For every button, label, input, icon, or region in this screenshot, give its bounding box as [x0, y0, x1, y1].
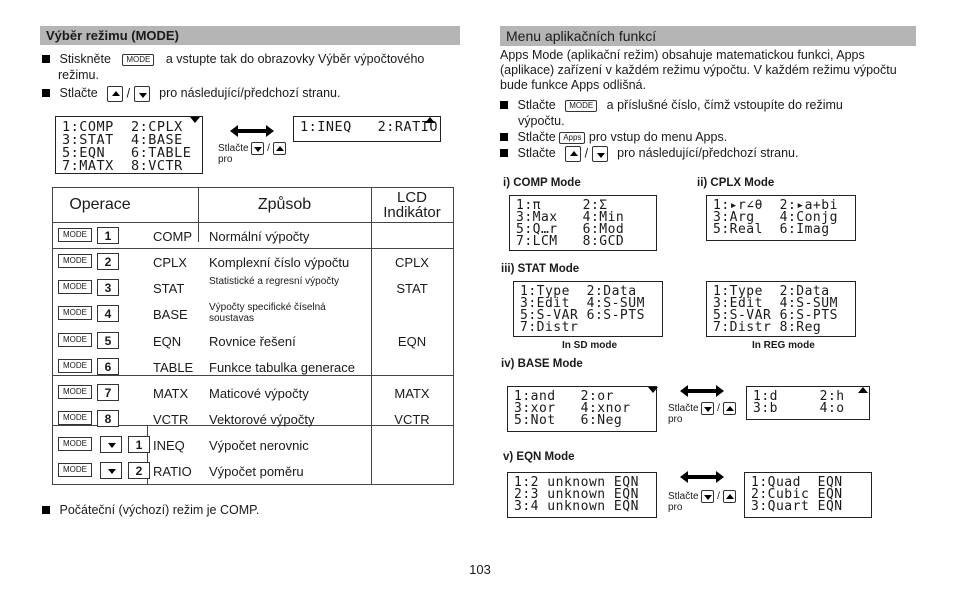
header-method: Způsob	[257, 196, 312, 213]
bullet-icon	[42, 89, 50, 97]
number-key: 2	[128, 462, 150, 479]
default-mode-note	[42, 503, 259, 518]
default-mode-text: Počáteční (výchozí) režim je COMP.	[59, 503, 260, 517]
mode-table	[52, 187, 454, 485]
row-description: Normální výpočty	[209, 229, 310, 244]
number-key: 1	[97, 227, 119, 244]
header-lcd: LCD Indikátor	[383, 189, 441, 221]
apps-bullet-2	[500, 130, 916, 145]
mode-step-1	[42, 52, 462, 67]
row-mode-name: INEQ	[153, 438, 185, 453]
press-sep: /	[717, 403, 720, 415]
press-sep: /	[717, 491, 720, 503]
step1-pre: Stiskněte	[59, 52, 111, 66]
row-lcd-indicator: MATX	[394, 386, 430, 401]
b1-post: a příslušné číslo, čímž vstoupíte do režimu	[606, 98, 843, 112]
lcd-base-apps-2: 1:d 2:h 3:b 4:o	[746, 386, 870, 420]
press-pro: pro	[668, 414, 683, 425]
down-arrow-key-icon	[100, 462, 122, 479]
press-sep: /	[267, 143, 270, 155]
scroll-down-indicator-icon	[190, 117, 200, 123]
lcd-comp-apps: 1:π 2:Σ 3:Max 4:Min 5:Q…r 6:Mod 7:LCM 8:GCD	[509, 195, 657, 251]
row-mode-name: STAT	[153, 281, 185, 296]
number-key: 2	[97, 253, 119, 270]
mode-key: MODE	[58, 306, 92, 320]
base-mode-label: iv) BASE Mode	[501, 358, 583, 370]
row-description: Výpočet poměru	[209, 464, 304, 479]
mode-section-title: Výběr režimu (MODE)	[40, 26, 460, 45]
down-arrow-key-icon	[592, 146, 608, 162]
press-word: Stlačte	[668, 491, 699, 503]
mode-key: MODE	[58, 228, 92, 242]
lcd-stat-sd-apps: 1:Type 2:Data 3:Edit 4:S-SUM 5:S-VAR 6:S-PTS 7:Distr	[513, 281, 663, 337]
b2-pre: Stlačte	[517, 130, 556, 144]
apps-bullet-3	[500, 146, 916, 162]
row-mode-name: MATX	[153, 386, 189, 401]
press-pro: pro	[668, 502, 683, 513]
bullet-icon	[500, 101, 508, 109]
scroll-up-indicator-icon	[858, 387, 868, 393]
double-arrow-icon	[680, 384, 724, 398]
table-row	[53, 252, 453, 272]
up-arrow-key-icon	[723, 490, 736, 503]
row-description: Funkce tabulka generace	[209, 360, 355, 375]
cplx-mode-label: ii) CPLX Mode	[697, 177, 775, 189]
table-row	[53, 435, 453, 455]
bullet-icon	[500, 149, 508, 157]
step1-post: a vstupte tak do obrazovky Výběr výpočtového	[165, 52, 425, 66]
row-description: Komplexní číslo výpočtu	[209, 255, 350, 270]
row-mode-name: EQN	[153, 334, 182, 349]
lcd-mode-page-1: 1:COMP 2:CPLX 3:STAT 4:BASE 5:EQN 6:TABLE 7:MATX 8:VCTR	[55, 116, 203, 174]
row-mode-name: COMP	[153, 229, 192, 244]
mode-key: MODE	[58, 333, 92, 347]
double-arrow-icon	[680, 470, 724, 484]
up-arrow-key-icon	[723, 402, 736, 415]
mode-key: MODE	[565, 100, 597, 112]
number-key: 4	[97, 305, 119, 322]
scroll-down-indicator-icon	[648, 387, 658, 393]
row-mode-name: RATIO	[153, 464, 192, 479]
stat-mode-label: iii) STAT Mode	[501, 263, 580, 275]
number-key: 1	[128, 436, 150, 453]
down-arrow-key-icon	[701, 490, 714, 503]
apps-key: Apps	[559, 132, 585, 144]
number-key: 5	[97, 332, 119, 349]
lcd-mode-page-2: 1:INEQ 2:RATIO	[293, 116, 441, 142]
step2-post: pro následující/předchozí stranu.	[159, 86, 341, 101]
bullet-icon	[42, 506, 50, 514]
eqn-mode-label: v) EQN Mode	[503, 451, 575, 463]
b2-post: pro vstup do menu Apps.	[588, 130, 728, 144]
mode-key: MODE	[58, 385, 92, 399]
lcd-stat-reg-apps: 1:Type 2:Data 3:Edit 4:S-SUM 5:S-VAR 6:S-PTS 7:Distr 8:Reg	[706, 281, 856, 337]
lcd-cplx-apps: 1:▸r∠θ 2:▸a+bi 3:Arg 4:Conjg 5:Real 6:Imag	[706, 195, 856, 241]
scroll-up-indicator-icon	[425, 117, 435, 123]
sd-caption: In SD mode	[562, 340, 618, 351]
row-mode-name: CPLX	[153, 255, 187, 270]
b3-post: pro následující/předchozí stranu.	[617, 146, 799, 161]
step1-continued: režimu.	[58, 68, 99, 82]
lcd-eqn-apps-1: 1:2 unknown EQN 2:3 unknown EQN 3:4 unknown EQN	[507, 472, 657, 518]
bullet-icon	[500, 133, 508, 141]
table-row	[53, 357, 453, 377]
lcd-eqn-apps-2: 1:Quad EQN 2:Cubic EQN 3:Quart EQN	[744, 472, 872, 518]
row-description: Maticové výpočty	[209, 386, 309, 401]
mode-key: MODE	[122, 54, 154, 66]
row-description: Výpočet nerovnic	[209, 438, 309, 453]
apps-bullet-1	[500, 98, 916, 113]
number-key: 8	[97, 410, 119, 427]
comp-mode-label: i) COMP Mode	[503, 177, 581, 189]
reg-caption: In REG mode	[752, 340, 815, 351]
double-arrow-icon	[230, 124, 274, 138]
apps-intro: Apps Mode (aplikační režim) obsahuje matematickou funkci, Apps (aplikace) zařízení v každém režimu výpočtu. V každém režimu výpočtu bude funkce Apps odlišná.	[500, 48, 897, 92]
table-row	[53, 304, 453, 324]
down-arrow-key-icon	[134, 86, 150, 102]
press-pro: pro	[218, 154, 233, 165]
up-arrow-key-icon	[107, 86, 123, 102]
row-mode-name: BASE	[153, 307, 188, 322]
b3-pre: Stlačte	[517, 146, 556, 161]
b1-continued: výpočtu.	[518, 114, 565, 128]
row-mode-name: VCTR	[153, 412, 189, 427]
table-row	[53, 226, 453, 246]
table-row	[53, 278, 453, 298]
up-arrow-key-icon	[273, 142, 286, 155]
row-description: Vektorové výpočty	[209, 412, 315, 427]
row-mode-name: TABLE	[153, 360, 194, 375]
press-word: Stlačte	[218, 143, 249, 155]
up-arrow-key-icon	[565, 146, 581, 162]
page-number: 103	[469, 562, 491, 577]
table-row	[53, 409, 453, 429]
step2-pre: Stlačte	[59, 86, 98, 101]
row-lcd-indicator: EQN	[397, 334, 427, 349]
mode-key: MODE	[58, 359, 92, 373]
b3-sep: /	[584, 146, 589, 161]
table-row	[53, 383, 453, 403]
mode-key: MODE	[58, 254, 92, 268]
mode-step-2	[42, 86, 462, 102]
press-word: Stlačte	[668, 403, 699, 415]
step2-sep: /	[126, 86, 131, 101]
table-row	[53, 461, 453, 481]
down-arrow-key-icon	[100, 436, 122, 453]
row-lcd-indicator: STAT	[396, 281, 428, 296]
lcd-base-apps-1: 1:and 2:or 3:xor 4:xnor 5:Not 6:Neg	[507, 386, 657, 432]
apps-section-title: Menu aplikačních funkcí	[500, 26, 916, 46]
mode-key: MODE	[58, 280, 92, 294]
bullet-icon	[42, 55, 50, 63]
mode-key: MODE	[58, 463, 92, 477]
row-lcd-indicator: CPLX	[395, 255, 429, 270]
row-description: Výpočty specifické číselná soustavas	[209, 302, 326, 324]
row-lcd-indicator: VCTR	[394, 412, 430, 427]
down-arrow-key-icon	[701, 402, 714, 415]
number-key: 3	[97, 279, 119, 296]
number-key: 7	[97, 384, 119, 401]
mode-key: MODE	[58, 411, 92, 425]
b1-pre: Stlačte	[517, 98, 556, 112]
row-description: Statistické a regresní výpočty	[209, 276, 340, 287]
mode-key: MODE	[58, 437, 92, 451]
number-key: 6	[97, 358, 119, 375]
table-row	[53, 331, 453, 351]
down-arrow-key-icon	[251, 142, 264, 155]
header-operation: Operace	[69, 196, 131, 213]
row-description: Rovnice řešení	[209, 334, 296, 349]
